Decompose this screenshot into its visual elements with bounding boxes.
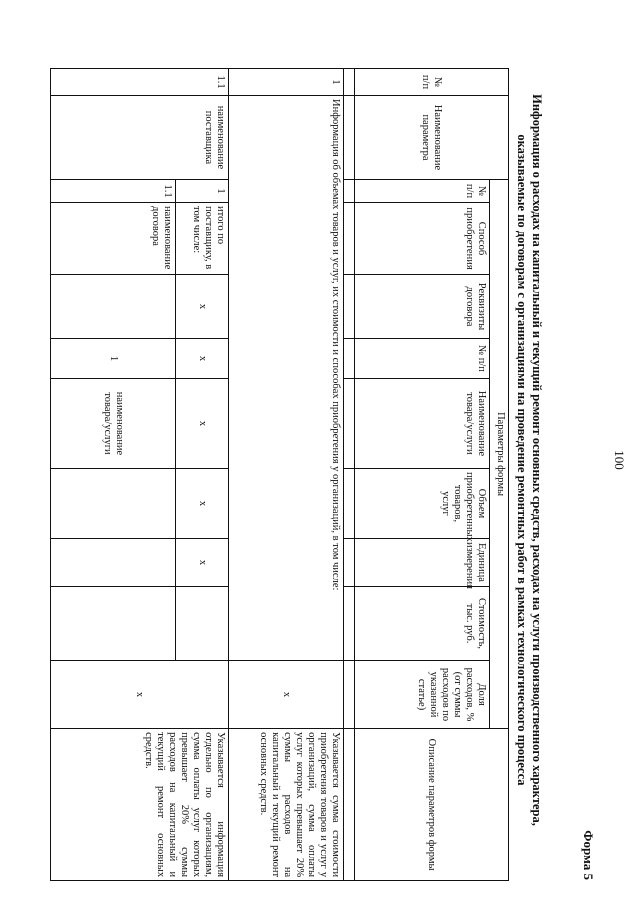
row11-sub11-contract xyxy=(51,275,176,339)
form-table xyxy=(50,68,509,881)
row11-share: x xyxy=(51,661,229,729)
row11-sub11-goods-no: 1 xyxy=(51,339,176,379)
row11-sub1-goods-no: x xyxy=(176,339,229,379)
row11-sub11-cost xyxy=(51,587,176,661)
row11-sub1-text: итого по поставщику, в том числе: xyxy=(176,203,229,275)
row11-sub11-text: наименование договора xyxy=(51,203,176,275)
row1-share: x xyxy=(229,661,344,729)
row11-param: наименование поставщика xyxy=(51,96,229,180)
row11-sub11-goods-name: наименование товара/услуги xyxy=(51,379,176,469)
page-number: 100 xyxy=(612,450,627,470)
header-param-name: Наименование параметра xyxy=(355,96,509,180)
row1-text: Информация об объемах товаров и услуг, их стоимости и способах приобретения у организаций, в том числе: xyxy=(229,96,344,661)
row11-sub1-unit: x xyxy=(176,539,229,587)
header-goods-name: Наименование товара/услуги xyxy=(355,379,490,469)
header-share: Доля расходов, % (от суммы расходов по указанной статье) xyxy=(355,661,490,729)
row11-sub11-unit xyxy=(51,539,176,587)
header-sub-no2: № п/п xyxy=(355,339,490,379)
row11-sub1-no: 1 xyxy=(176,180,229,203)
header-description: Описание параметров формы xyxy=(355,729,509,881)
header-form-params: Параметры формы xyxy=(490,180,509,729)
spacer-row xyxy=(344,69,355,881)
row11-sub1-volume: x xyxy=(176,469,229,539)
header-unit: Единица измерения xyxy=(355,539,490,587)
header-no: № п/п xyxy=(355,69,509,96)
header-volume: Объем приобретенных товаров, услуг xyxy=(355,469,490,539)
header-cost: Стоимость, тыс. руб. xyxy=(355,587,490,661)
row-1 xyxy=(229,69,344,881)
row1-description: Указывается сумма стоимости приобретения товаров и услуг у организаций, сумма оплаты услуг которых превышает 20% суммы расходов на капитальный и текущий ремонт основных средств. xyxy=(229,729,344,881)
row11-sub1-cost xyxy=(176,587,229,661)
row11-no: 1.1 xyxy=(51,69,229,96)
row1-no: 1 xyxy=(229,69,344,96)
row11-sub1-goods-name: x xyxy=(176,379,229,469)
row11-sub1-contract: x xyxy=(176,275,229,339)
row-1-1-sub1 xyxy=(176,69,229,881)
form-label: Форма 5 xyxy=(581,830,596,880)
header-contract: Реквизиты договора xyxy=(355,275,490,339)
row11-description: Указывается информация отдельно по организациям, сумма оплаты услуг которых превышает 20% суммы расходов на капитальный и текущий ремонт основных средств. xyxy=(51,729,229,881)
header-row-1 xyxy=(490,69,509,881)
row11-sub11-no: 1.1 xyxy=(51,180,176,203)
header-method: Способ приобретения xyxy=(355,203,490,275)
document-title-line1: Информация о расходах на капитальный и текущий ремонт основных средств, расходах на услуги производственного характера, xyxy=(530,94,544,826)
row11-sub11-volume xyxy=(51,469,176,539)
header-sub-no: № п/п xyxy=(355,180,490,203)
document-title-line2: оказываемые по договорам с организациями на проведение ремонтных работ в рамках технологического процесса xyxy=(515,134,529,786)
